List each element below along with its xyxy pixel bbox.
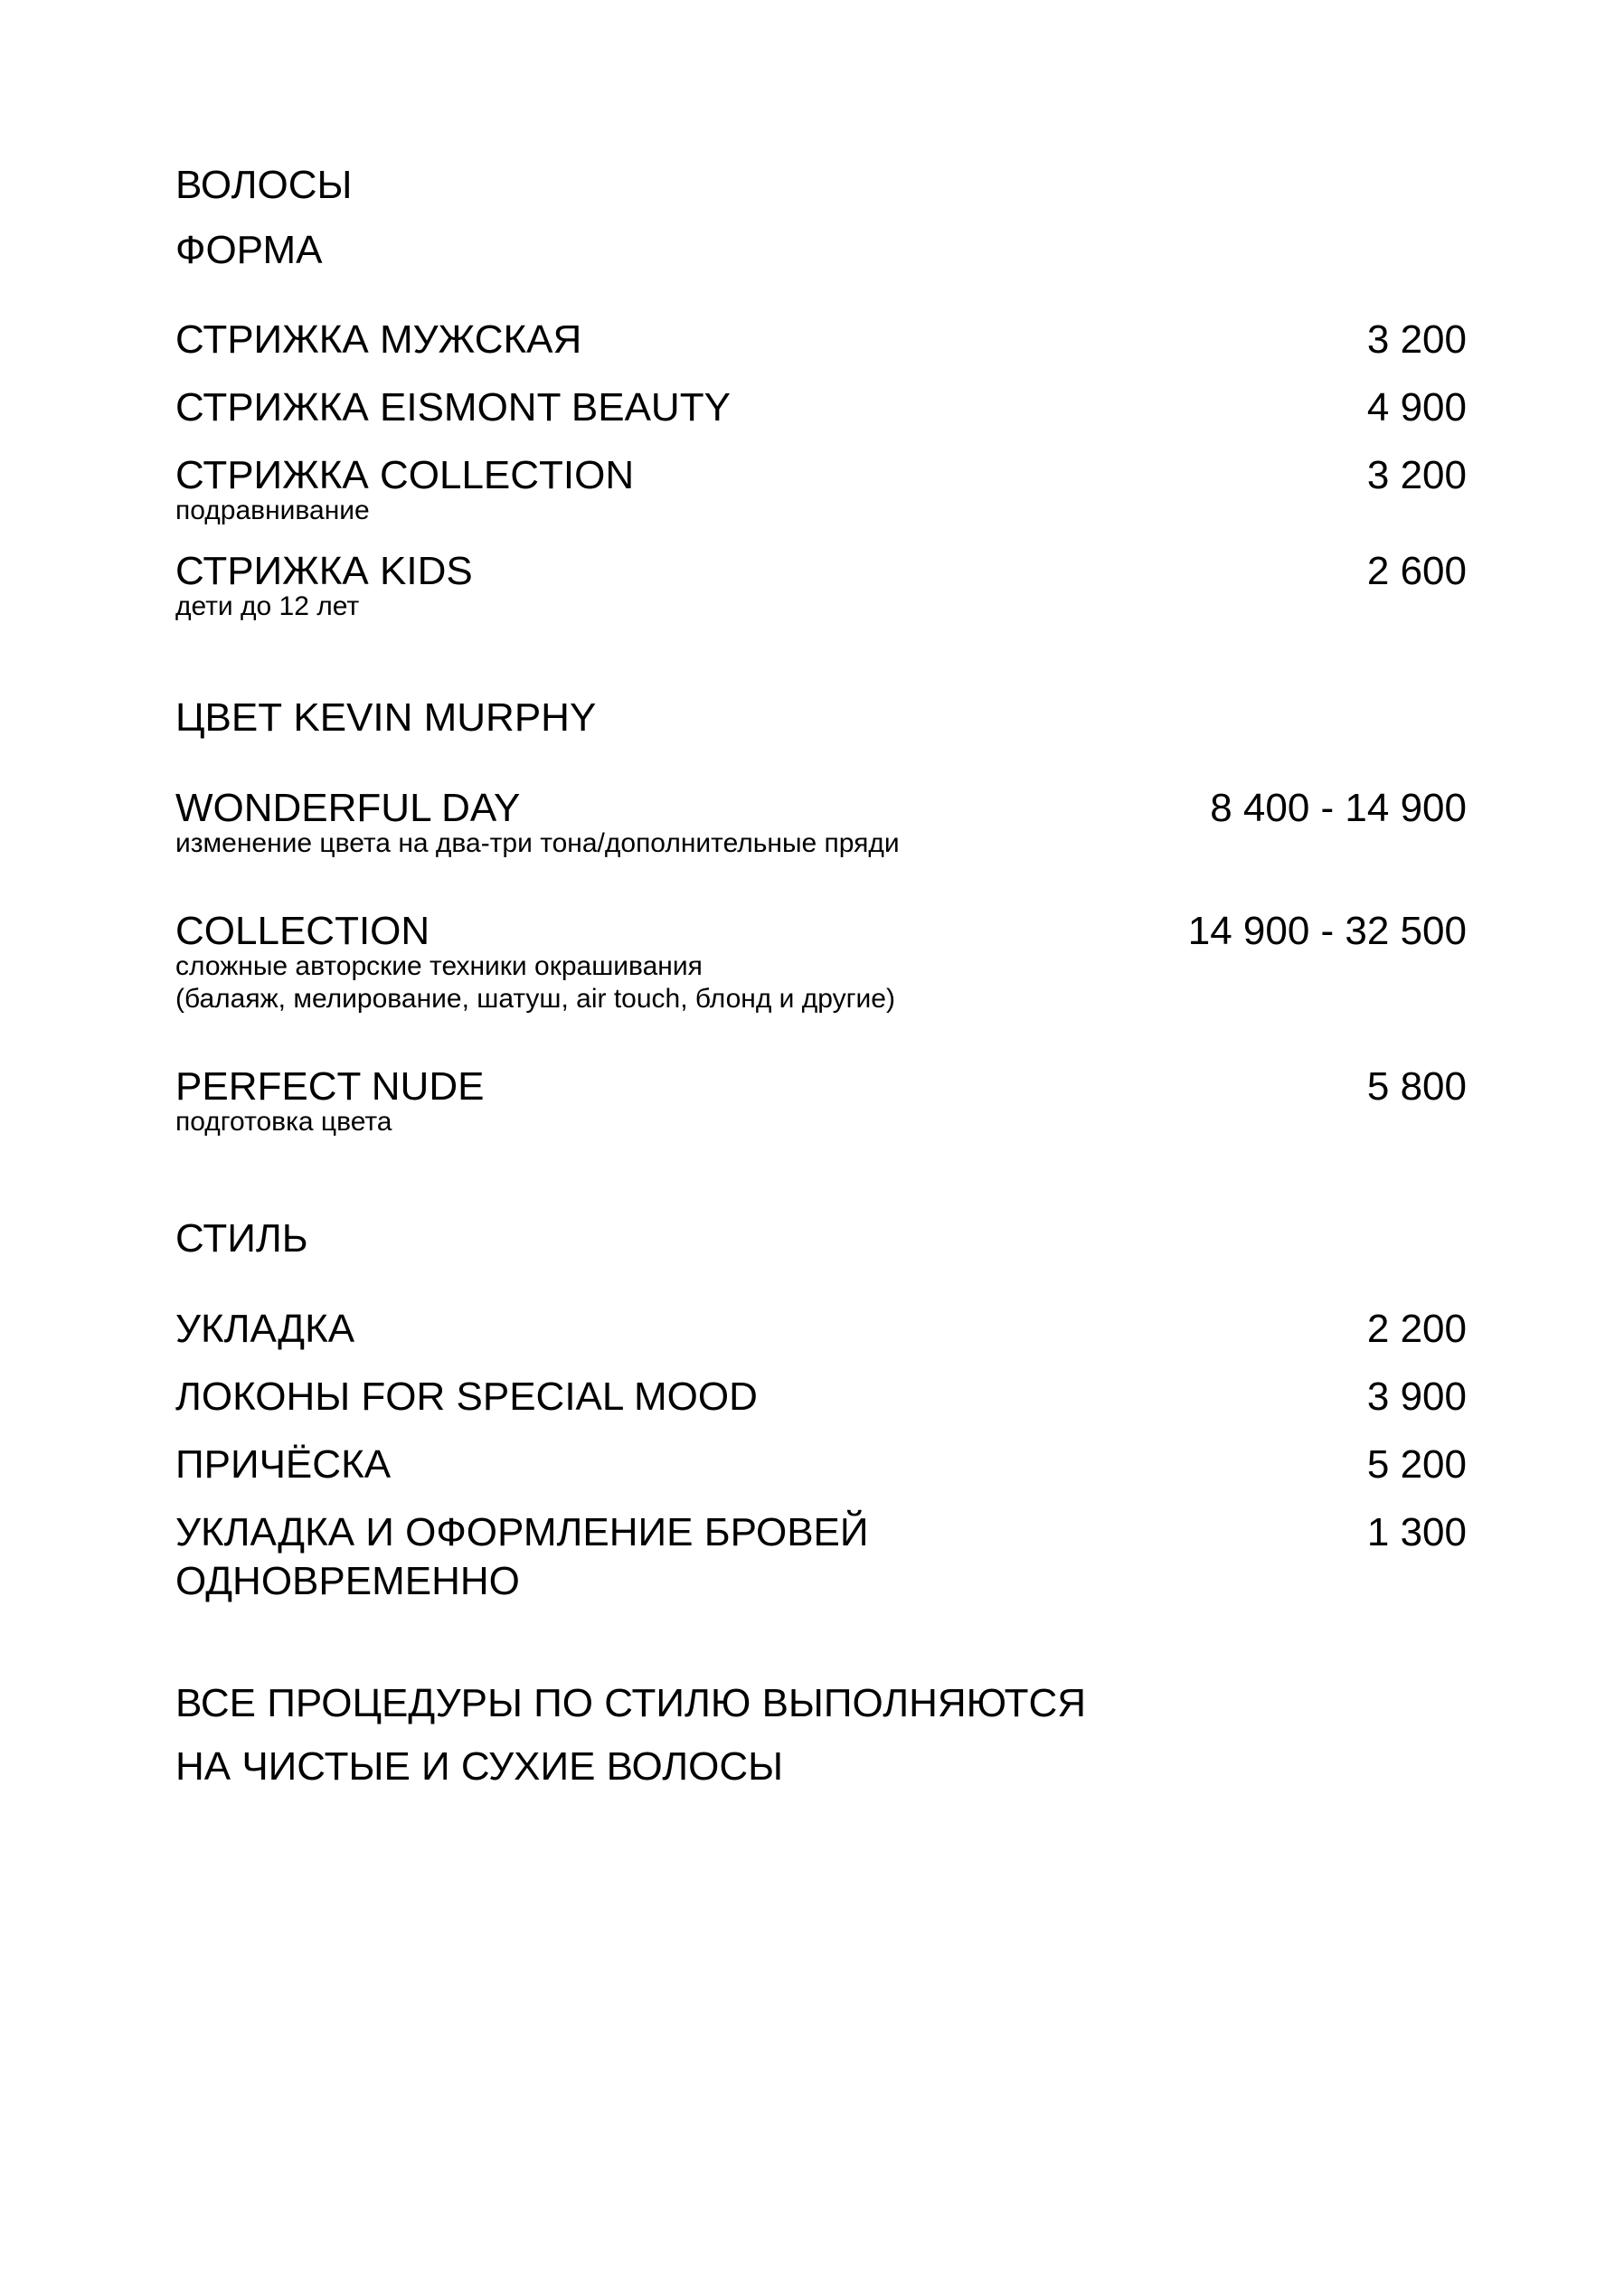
color-section	[175, 694, 1467, 1138]
style-notice-line: ВСЕ ПРОЦЕДУРЫ ПО СТИЛЮ ВЫПОЛНЯЮТСЯ	[175, 1681, 1087, 1725]
service-note: сложные авторские техники окрашивания	[175, 951, 703, 981]
service-name: WONDERFUL DAY	[175, 786, 521, 830]
service-price: 1 300	[1366, 1510, 1467, 1554]
forma-section	[175, 316, 1467, 623]
subcategory-title: ФОРМА	[175, 228, 323, 272]
service-item	[175, 316, 1467, 364]
service-price: 3 200	[1366, 453, 1467, 497]
service-name: COLLECTION	[175, 909, 430, 953]
service-price: 5 800	[1366, 1064, 1467, 1109]
service-note-extra: (балаяж, мелирование, шатуш, air touch, блонд и другие)	[175, 984, 895, 1014]
style-notice	[175, 1679, 1467, 1791]
service-item	[175, 1063, 1467, 1111]
category-title: ВОЛОСЫ	[175, 163, 353, 207]
service-item	[175, 1508, 1467, 1606]
service-price: 2 200	[1366, 1307, 1467, 1351]
service-item	[175, 1305, 1467, 1354]
price-list-content	[175, 161, 1467, 1791]
service-name: СТРИЖКА МУЖСКАЯ	[175, 317, 582, 362]
service-name: PERFECT NUDE	[175, 1064, 485, 1109]
section-title-color: ЦВЕТ KEVIN MURPHY	[175, 695, 597, 740]
service-name: СТРИЖКА EISMONT BEAUTY	[175, 385, 731, 430]
service-name: СТРИЖКА KIDS	[175, 549, 473, 593]
service-note: подготовка цвета	[175, 1107, 392, 1137]
service-item	[175, 383, 1467, 432]
service-item	[175, 784, 1467, 833]
service-price: 8 400 - 14 900	[1210, 786, 1467, 830]
service-note: подравнивание	[175, 496, 370, 525]
service-name: УКЛАДКА	[175, 1307, 355, 1351]
service-name: ЛОКОНЫ FOR SPECIAL MOOD	[175, 1374, 758, 1419]
service-item	[175, 1373, 1467, 1422]
service-item	[175, 907, 1467, 956]
service-note: изменение цвета на два-три тона/дополнительные пряди	[175, 828, 900, 858]
service-item	[175, 547, 1467, 596]
service-price: 3 200	[1366, 317, 1467, 362]
service-item	[175, 451, 1467, 500]
style-section	[175, 1214, 1467, 1606]
service-price: 4 900	[1366, 385, 1467, 430]
style-notice-line: НА ЧИСТЫЕ И СУХИЕ ВОЛОСЫ	[175, 1744, 784, 1789]
service-price: 3 900	[1366, 1374, 1467, 1419]
service-price: 5 200	[1366, 1442, 1467, 1487]
service-price: 2 600	[1366, 549, 1467, 593]
section-title-style: СТИЛЬ	[175, 1216, 308, 1261]
service-name: ПРИЧЁСКА	[175, 1442, 392, 1487]
service-name: УКЛАДКА И ОФОРМЛЕНИЕ БРОВЕЙ ОДНОВРЕМЕННО	[175, 1510, 869, 1603]
service-item	[175, 1441, 1467, 1489]
service-note: дети до 12 лет	[175, 591, 360, 621]
service-price: 14 900 - 32 500	[1187, 909, 1467, 953]
service-name: СТРИЖКА COLLECTION	[175, 453, 635, 497]
